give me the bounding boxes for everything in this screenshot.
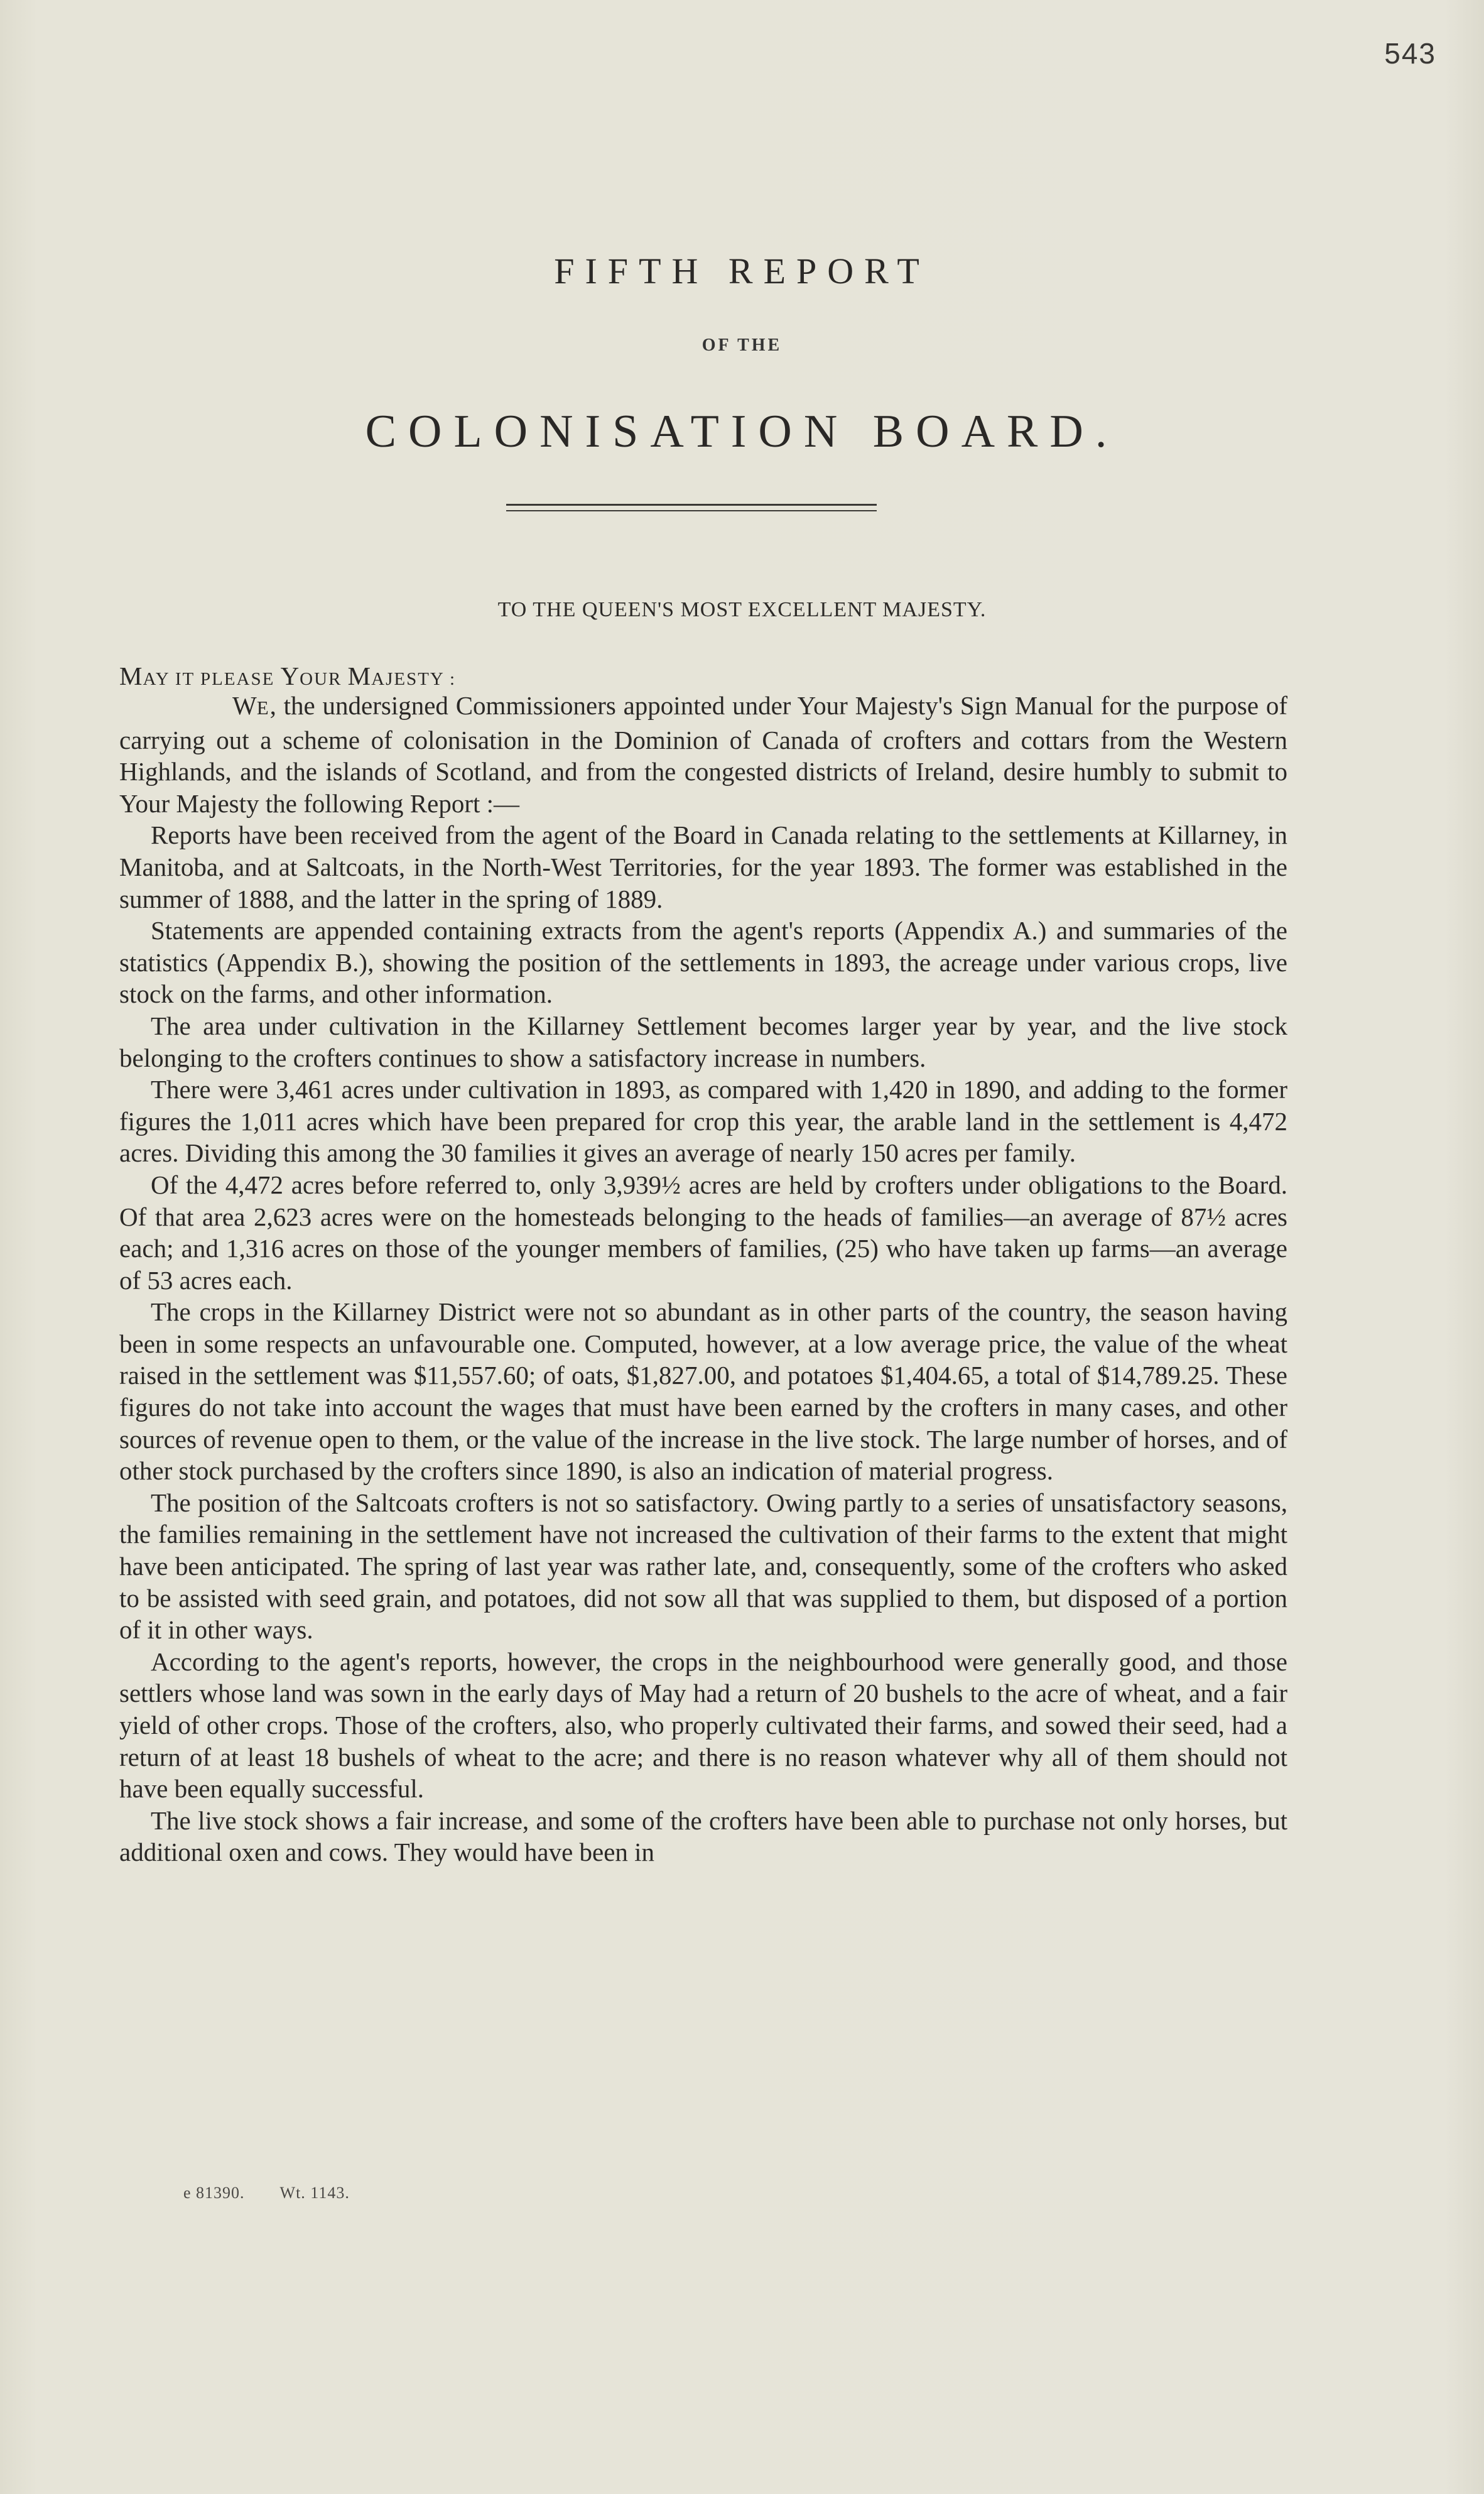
paragraph-acres-cultivation: There were 3,461 acres under cultivation in 1893, as compared with 1,420 in 1890, and adding to the former figures the 1,011 acres which have been prepared for crop this year, the arable land in the settlement is 4,472 acres. Dividing this among the 30 families it gives an average of nearly 150 acres per family.	[119, 1075, 1287, 1168]
paragraph-killarney-crops: The crops in the Killarney District were not so abundant as in other parts of the country, the season having been in some respects an unfavourable one. Computed, however, at a low average price, the value of the wheat raised in the settlement was $11,557.60; of oats, $1,827.00, and potatoes $1,404.65, a total of $14,789.25. These figures do not take into account the wages that must have been earned by the crofters in many cases, and other sources of revenue open to them, or the value of the increase in the live stock. The large number of horses, and of other stock purchased by the crofters since 1890, is also an indication of material progress.	[119, 1297, 1287, 1486]
paragraph-saltcoats-position: The position of the Saltcoats crofters is not so satisfactory. Owing partly to a series of unsatisfactory seasons, the families remaining in the settlement have not increased the cultivation of their farms to the extent that might have been anticipated. The spring of last year was rather late, and, consequently, some of the crofters who asked to be assisted with seed grain, and potatoes, did not sow all that was supplied to them, but disposed of a portion of it in other ways.	[119, 1488, 1287, 1645]
salutation-initial: M	[119, 662, 143, 690]
paragraph-live-stock: The live stock shows a fair increase, and some of the crofters have been able to purchase not only horses, but additional oxen and cows. They would have been in	[119, 1805, 1287, 1867]
report-title: FIFTH REPORT	[554, 251, 930, 291]
printer-mark	[183, 2184, 385, 2203]
opening-we-initial: W	[232, 691, 257, 720]
paragraph-statements: Statements are appended containing extracts from the agent's reports (Appendix A.) and summaries of the statistics (Appendix B.), showing the position of the settlements in 1893, the acreage under various crops, live stock on the farms, and other information.	[119, 916, 1287, 1009]
salutation-your-initial: Y	[280, 662, 300, 690]
report-body	[119, 690, 1287, 1868]
printer-wt: Wt. 1143.	[279, 2184, 350, 2202]
paragraph-opening	[119, 690, 1287, 819]
paragraph-killarney-area: The area under cultivation in the Killarney Settlement becomes larger year by year, and the live stock belonging to the crofters continues to show a satisfactory increase in numbers.	[119, 1011, 1287, 1072]
salutation-your-rest: OUR	[300, 669, 348, 689]
report-board-title: COLONISATION BOARD.	[365, 406, 1119, 457]
salutation-majesty-initial: M	[347, 662, 372, 690]
printer-code: e 81390.	[183, 2184, 245, 2202]
address-line: TO THE QUEEN'S MOST EXCELLENT MAJESTY.	[497, 598, 987, 621]
paragraph-reports: Reports have been received from the agent of the Board in Canada relating to the settlements at Killarney, in Manitoba, and at Saltcoats, in the North-West Territories, for the year 1893. The former was established in the summer of 1888, and the latter in the spring of 1889.	[119, 820, 1287, 913]
report-title-connector: OF THE	[701, 335, 783, 355]
salutation	[119, 661, 456, 691]
opening-text: , the undersigned Commissioners appointed under Your Majesty's Sign Manual for the purpose of carrying out a scheme of colonisation in the Dominion of Canada of crofters and cottars from the Western Highlands, and the islands of Scotland, and from the congested districts of Ireland, desire humbly to submit to Your Majesty the following Report :—	[119, 691, 1287, 818]
salutation-smallcaps: AY IT PLEASE	[143, 669, 281, 689]
title-rule-thick	[506, 504, 877, 506]
salutation-majesty-rest: AJESTY :	[371, 669, 457, 689]
paragraph-agent-reports: According to the agent's reports, however, the crops in the neighbourhood were generally good, and those settlers whose land was sown in the early days of May had a return of 20 bushels to the acre of wheat, and a fair yield of other crops. Those of the crofters, also, who properly cultivated their farms, and sowed their seed, had a return of at least 18 bushels of wheat to the acre; and there is no reason whatever why all of them should not have been equally successful.	[119, 1647, 1287, 1804]
paragraph-acres-held: Of the 4,472 acres before referred to, only 3,939½ acres are held by crofters under obligations to the Board. Of that area 2,623 acres were on the homesteads belonging to the heads of families—an average of 87½ acres each; and 1,316 acres on those of the younger members of families, (25) who have taken up farms—an average of 53 acres each.	[119, 1170, 1287, 1295]
page-number: 543	[1384, 37, 1436, 70]
title-rule-thin	[506, 510, 877, 511]
opening-we-rest: E	[256, 697, 270, 719]
